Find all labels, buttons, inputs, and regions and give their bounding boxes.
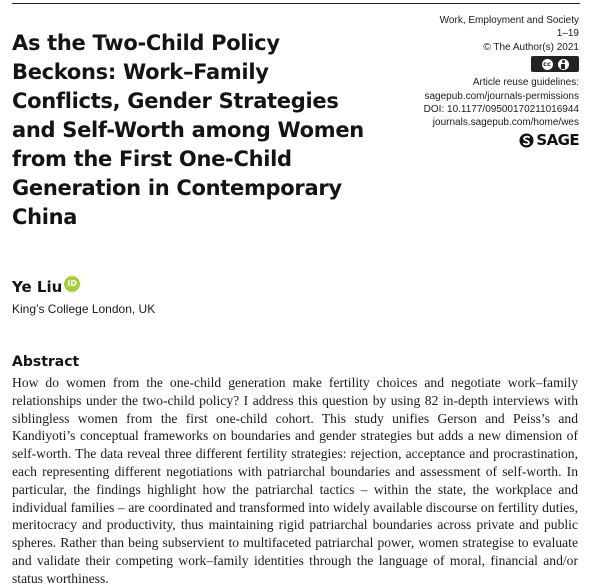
sage-wordmark: SAGE: [536, 130, 579, 149]
author-name: Ye Liu: [12, 278, 63, 296]
cc-icon: cc: [543, 59, 551, 68]
doi[interactable]: DOI: 10.1177/09500170211016944: [423, 104, 579, 116]
reuse-label: Article reuse guidelines:: [472, 77, 579, 89]
abstract-text: How do women from the one-child generation make fertility choices and negotiate work–family relationships under the two-child policy? I address this question by using 82 in-depth interviews with siblingless women from the first one-child cohort. This study unifies Gerson and Peiss’s and Kandiyoti’s conceptual frameworks on boundaries and gender strategies but adds a new dimension of self-worth. The data reveal three different fertility strategies: rejection, acceptance and procrastination, each representing different negotiations with patriarchal boundaries and assessment of self-worth. In particular, the findings highlight how the patriarchal tactics – within the state, the workplace and individual families – are coordinated and transformed into widely available discourse on fertility duties, meritocracy and productivity, thus maintaining rigid patriarchal boundaries across private and public spheres. Rather than being subservient to multifaceted patriarchal power, women strategise to evaluate and validate their competing work–family identities through the language of moral, financial and/or status worthiness.: [12, 375, 578, 586]
person-icon: [558, 59, 569, 70]
abstract-heading: Abstract: [12, 354, 80, 370]
author-line: [12, 278, 80, 296]
page-range: 1–19: [556, 28, 579, 40]
journal-meta: [359, 14, 579, 152]
header-rule: [12, 3, 580, 4]
author-affiliation: King’s College London, UK: [12, 302, 156, 316]
sage-logo: [519, 130, 579, 149]
permissions-link[interactable]: sagepub.com/journals-permissions: [424, 90, 579, 102]
copyright-notice: © The Author(s) 2021: [483, 41, 579, 53]
article-title: As the Two-Child Policy Beckons: Work–Family Conflicts, Gender Strategies and Self-Worth among Women from the First One-Child Generation in Contemporary China: [12, 31, 364, 229]
sage-mark-icon: [519, 133, 534, 148]
journal-name: Work, Employment and Society: [439, 15, 579, 26]
cc-by-license-icon[interactable]: [531, 56, 579, 72]
journal-home-link[interactable]: journals.sagepub.com/home/wes: [432, 117, 579, 129]
orcid-icon[interactable]: iD: [64, 276, 80, 292]
